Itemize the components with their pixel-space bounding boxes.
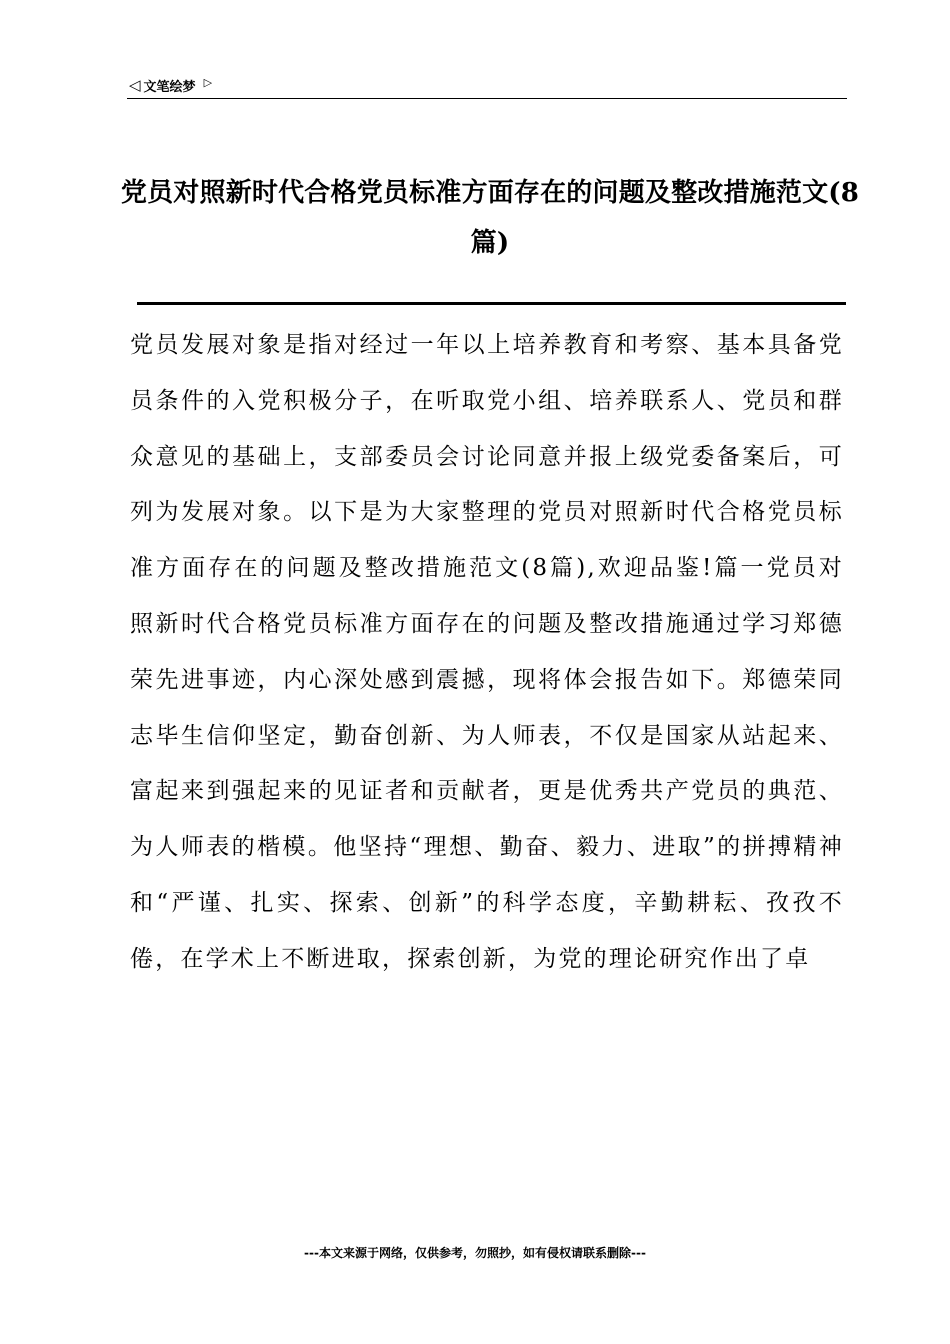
page-header [129,74,212,96]
title-divider [137,302,846,305]
triangle-left-icon: ◁ [129,76,141,94]
document-title: 党员对照新时代合格党员标准方面存在的问题及整改措施范文(8篇) [120,178,860,258]
header-label: 文笔绘梦 [143,79,196,95]
header-divider [127,98,847,99]
triangle-right-icon: ▷ [203,75,213,89]
body-paragraph: 党员发展对象是指对经过一年以上培养教育和考察、基本具备党员条件的入党积极分子，在听取党小组、培养联系人、党员和群众意见的基础上，支部委员会讨论同意并报上级党委备案后，可列为发展对象。以下是为大家整理的党员对照新时代合格党员标准方面存在的问题及整改措施范文(8篇),欢迎品鉴!篇一党员对照新时代合格党员标准方面存在的问题及整改措施通过学习郑德荣先进事迹，内心深处感到震撼，现将体会报告如下。郑德荣同志毕生信仰坚定，勤奋创新、为人师表，不仅是国家从站起来、富起来到强起来的见证者和贡献者，更是优秀共产党员的典范、为人师表的楷模。他坚持“理想、勤奋、毅力、进取”的拼搏精神和“严谨、扎实、探索、创新”的科学态度，辛勤耕耘、孜孜不倦，在学术上不断进取，探索创新，为党的理论研究作出了卓 [130,332,844,972]
footer-disclaimer: ---本文来源于网络，仅供参考，勿照抄，如有侵权请联系删除--- [304,1246,646,1260]
